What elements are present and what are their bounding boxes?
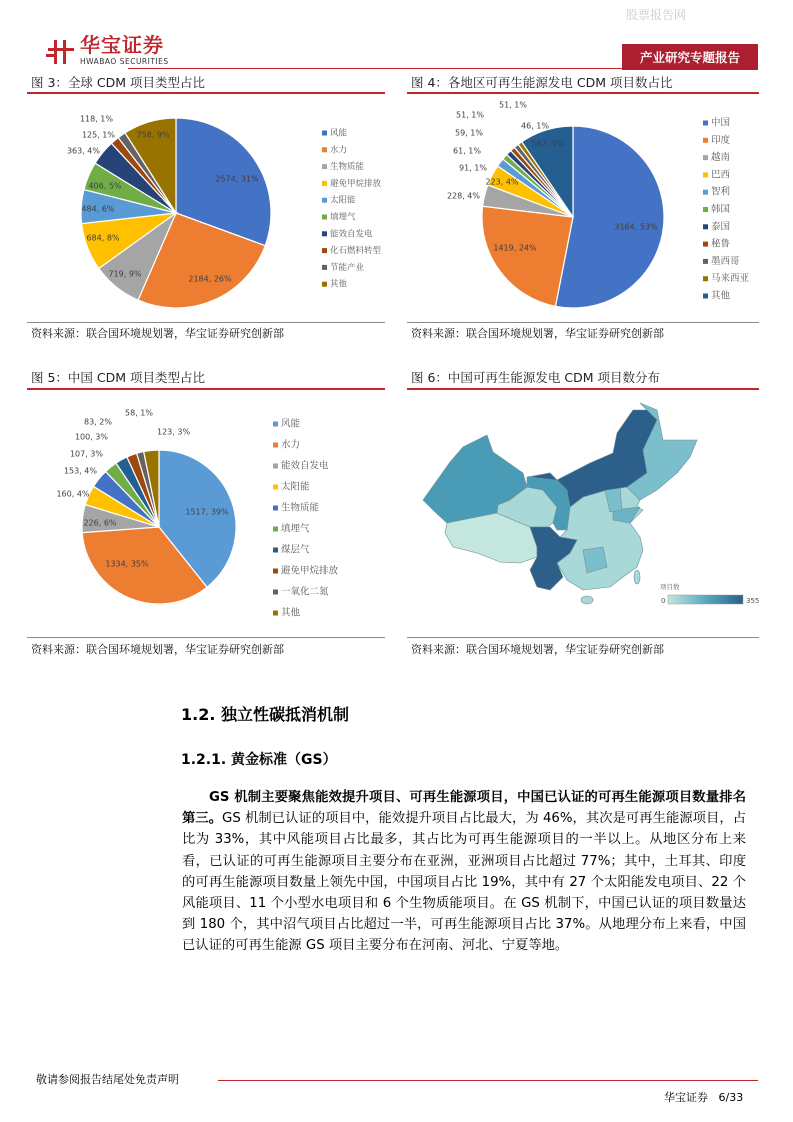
pie-data-label: 61, 1% (453, 146, 481, 156)
legend-label: 水力 (281, 439, 301, 451)
pie-data-label: 2574, 31% (215, 174, 259, 184)
fig4-pie-chart (408, 98, 760, 316)
pie-data-label: 58, 1% (125, 408, 153, 418)
legend-swatch (273, 443, 278, 448)
legend-label: 其他 (281, 607, 301, 619)
legend-swatch (703, 207, 708, 212)
legend-label: 中国 (711, 117, 731, 129)
fig6-source: 资料来源：联合国环境规划署，华宝证券研究创新部 (411, 643, 664, 656)
legend-swatch (322, 265, 327, 270)
legend-swatch (273, 485, 278, 490)
pie-data-label: 1419, 24% (493, 243, 537, 253)
footer-disclaimer: 敬请参阅报告结尾处免责声明 (36, 1073, 179, 1086)
pie-data-label: 406, 5% (88, 181, 122, 191)
legend-swatch (322, 198, 327, 203)
subsection-heading: 1.2.1. 黄金标准（GS） (181, 752, 337, 768)
legend-label: 能效自发电 (281, 460, 329, 472)
fig5-rule (27, 388, 385, 390)
legend-label: 其他 (711, 290, 731, 302)
pie-data-label: 2184, 26% (188, 274, 232, 284)
pie-data-label: 758, 9% (136, 130, 170, 140)
legend-swatch (322, 181, 327, 186)
logo-icon (46, 38, 76, 66)
pie-data-label: 51, 1% (456, 110, 484, 120)
region-hainan (581, 596, 593, 604)
legend-swatch (703, 155, 708, 160)
pie-data-label: 1334, 35% (105, 559, 149, 569)
map-legend-min: 0 (661, 597, 666, 605)
legend-swatch (322, 248, 327, 253)
legend-swatch (703, 172, 708, 177)
legend-label: 泰国 (711, 221, 731, 233)
pie-data-label: 83, 2% (84, 417, 112, 427)
pie-data-label: 484, 6% (81, 204, 115, 214)
pie-data-label: 118, 1% (79, 114, 113, 124)
legend-label: 秘鲁 (711, 238, 731, 250)
map-color-scale (668, 595, 743, 604)
legend-swatch (322, 231, 327, 236)
pie-data-label: 51, 1% (499, 100, 527, 110)
legend-swatch (273, 464, 278, 469)
legend-label: 生物质能 (281, 502, 320, 514)
legend-label: 智利 (711, 186, 731, 198)
pie-data-label: 107, 3% (69, 449, 103, 459)
legend-swatch (703, 190, 708, 195)
legend-label: 墨西哥 (711, 255, 740, 267)
logo-subtext: HWABAO SECURITIES (80, 57, 169, 66)
fig3-source: 资料来源：联合国环境规划署，华宝证券研究创新部 (31, 327, 284, 340)
legend-swatch (703, 138, 708, 143)
legend-swatch (322, 282, 327, 287)
legend-swatch (273, 527, 278, 532)
pie-data-label: 719, 9% (108, 269, 142, 279)
pie-data-label: 3164, 53% (614, 222, 658, 232)
china-map (410, 390, 780, 620)
legend-swatch (273, 569, 278, 574)
legend-label: 煤层气 (281, 544, 310, 556)
paragraph-lead: GS 机制主要聚焦能效提升项目、可再生能源项目，中国已认证的可再生能源项目数量排名第三。 (182, 790, 746, 827)
legend-label: 越南 (711, 152, 731, 164)
legend-swatch (273, 422, 278, 427)
fig5-source-rule (27, 637, 385, 638)
paragraph-text: GS 机制已认证的项目中，能效提升项目占比最大，为 46%，其次是可再生能源项目，占比为 33%，其中风能项目占比最多，其占比为可再生能源项目的一半以上。从地区分布上来看，已认证的可再生能源项目主要分布在亚洲，亚洲项目占比超过 77%；其中，土耳其、印度的可再生能源项目数量上领先中国，中国项目占比 19%，其中有 27 个太阳能发电项目、22 个风能项目、11 个小型水电项目和 6 个生物质能项目。在 GS 机制下，中国已认证的项目数量达到 180 个，其中沼气项目占比超过一半，可再生能源项目占比 37%。从地理分布上来看，中国已认证的可再生能源 GS 项目主要分布在河南、河北、宁夏等地。 (182, 811, 746, 954)
pie-data-label: 153, 4% (63, 466, 97, 476)
pie-data-label: 91, 1% (459, 163, 487, 173)
legend-swatch (703, 276, 708, 281)
legend-swatch (703, 242, 708, 247)
section-heading: 1.2. 独立性碳抵消机制 (181, 705, 349, 724)
region-taiwan (634, 570, 640, 584)
pie-data-label: 223, 4% (485, 177, 519, 187)
legend-label: 韩国 (711, 204, 731, 215)
legend-label: 能效自发电 (330, 229, 373, 240)
legend-label: 生物质能 (330, 162, 365, 173)
fig4-rule (407, 92, 759, 94)
fig5-pie-chart (28, 394, 386, 634)
page-number: 6/33 (718, 1091, 744, 1104)
fig4-title: 图 4：各地区可再生能源发电 CDM 项目数占比 (411, 75, 673, 90)
legend-label: 化石燃料转型 (330, 246, 382, 257)
fig6-title: 图 6：中国可再生能源发电 CDM 项目数分布 (411, 370, 661, 385)
legend-swatch (273, 506, 278, 511)
map-legend-title: 项目数 (660, 583, 680, 591)
fig5-title: 图 5：中国 CDM 项目类型占比 (31, 370, 206, 385)
legend-label: 填埋气 (281, 523, 310, 535)
legend-swatch (322, 131, 327, 136)
pie-data-label: 226, 6% (83, 518, 117, 528)
fig3-rule (27, 92, 385, 94)
legend-label: 填埋气 (330, 212, 356, 223)
legend-swatch (703, 294, 708, 299)
fig3-source-rule (27, 322, 385, 323)
legend-swatch (322, 164, 327, 169)
pie-data-label: 1517, 39% (185, 507, 229, 517)
legend-label: 风能 (330, 128, 348, 139)
map-legend-max: 355 (746, 597, 760, 605)
fig4-source: 资料来源：联合国环境规划署，华宝证券研究创新部 (411, 327, 664, 340)
legend-label: 其他 (330, 279, 348, 290)
body-paragraph (182, 787, 746, 957)
footer-brand: 华宝证券 (664, 1091, 708, 1104)
fig6-source-rule (407, 637, 759, 638)
legend-label: 节能产业 (330, 262, 365, 273)
pie-data-label: 363, 4% (66, 146, 100, 156)
pie-data-label: 59, 1% (455, 128, 483, 138)
pie-data-label: 100, 3% (74, 432, 108, 442)
legend-swatch (322, 215, 327, 220)
fig4-source-rule (407, 322, 759, 323)
fig3-pie-chart (28, 98, 386, 316)
footer-page-info (664, 1091, 743, 1104)
pie-data-label: 123, 3% (157, 427, 191, 437)
report-type-badge: 产业研究专题报告 (622, 44, 758, 70)
legend-label: 风能 (281, 418, 301, 430)
legend-label: 巴西 (711, 169, 731, 181)
header-divider (128, 68, 622, 69)
legend-swatch (273, 590, 278, 595)
legend-label: 避免甲烷排放 (330, 178, 382, 189)
legend-swatch (273, 611, 278, 616)
legend-label: 太阳能 (330, 195, 356, 206)
legend-label: 水力 (330, 145, 348, 156)
pie-data-label: 46, 1% (521, 121, 549, 131)
legend-label: 印度 (711, 134, 731, 146)
legend-swatch (703, 259, 708, 264)
legend-swatch (703, 121, 708, 126)
footer-divider (218, 1080, 758, 1081)
fig3-title: 图 3：全球 CDM 项目类型占比 (31, 75, 206, 90)
pie-data-label: 160, 4% (56, 489, 90, 499)
pie-data-label: 125, 1% (81, 130, 115, 140)
pie-data-label: 567, 9% (531, 139, 565, 149)
logo-text: 华宝证券 (80, 33, 164, 57)
pie-data-label: 684, 8% (86, 233, 120, 243)
legend-swatch (273, 548, 278, 553)
pie-data-label: 228, 4% (446, 191, 480, 201)
legend-label: 一氧化二氮 (281, 586, 329, 598)
fig5-source: 资料来源：联合国环境规划署，华宝证券研究创新部 (31, 643, 284, 656)
legend-swatch (703, 224, 708, 229)
watermark: 股票报告网 (626, 8, 687, 22)
legend-swatch (322, 147, 327, 152)
legend-label: 马来西亚 (711, 273, 750, 285)
legend-label: 避免甲烷排放 (281, 565, 339, 577)
legend-label: 太阳能 (281, 481, 310, 493)
